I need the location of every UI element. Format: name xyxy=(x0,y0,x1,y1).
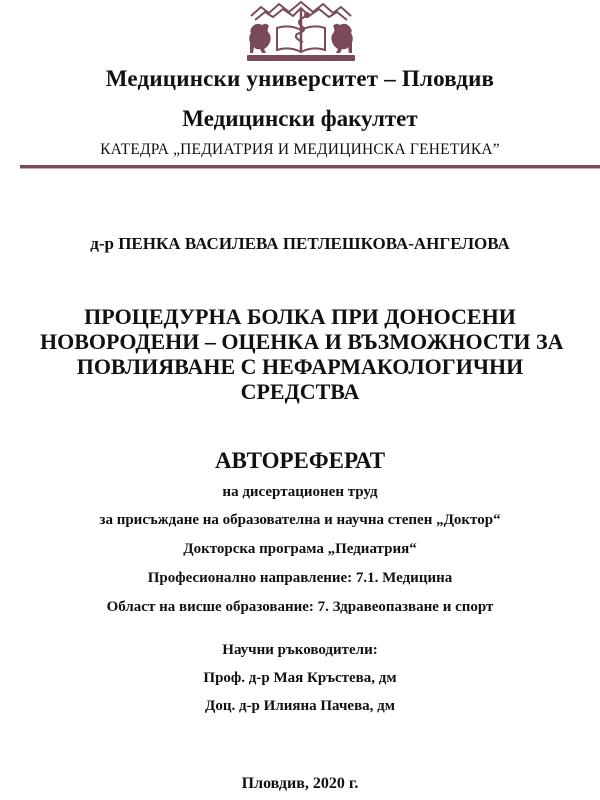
detail-field: Професионално направление: 7.1. Медицина xyxy=(147,570,453,586)
header-divider xyxy=(20,165,600,169)
title-line: НОВОРОДЕНИ – ОЦЕНКА И ВЪЗМОЖНОСТИ ЗА xyxy=(40,329,564,354)
document-type-heading: АВТОРЕФЕРАТ xyxy=(214,448,386,473)
detail-degree: за присъждане на образователна и научна степен „Доктор“ xyxy=(99,512,501,528)
university-name: Медицински университет – Пловдив xyxy=(105,66,495,91)
place-and-year: Пловдив, 2020 г. xyxy=(241,775,359,792)
university-crest-icon xyxy=(247,0,355,62)
department-name: КАТЕДРА „ПЕДИАТРИЯ И МЕДИЦИНСКА ГЕНЕТИКА” xyxy=(100,141,500,158)
detail-program: Докторска програма „Педиатрия“ xyxy=(183,541,417,557)
author-name: д-р ПЕНКА ВАСИЛЕВА ПЕТЛЕШКОВА-АНГЕЛОВА xyxy=(90,234,510,253)
title-line: ПРОЦЕДУРНА БОЛКА ПРИ ДОНОСЕНИ xyxy=(84,304,516,329)
detail-area: Област на висше образование: 7. Здравеопазване и спорт xyxy=(106,599,494,615)
dissertation-title xyxy=(40,304,564,404)
supervisor-name: Доц. д-р Илияна Пачева, дм xyxy=(205,698,395,714)
detail-dissertation: на дисертационен труд xyxy=(222,484,378,500)
faculty-name: Медицински факултет xyxy=(182,106,418,131)
title-line: ПОВЛИЯВАНЕ С НЕФАРМАКОЛОГИЧНИ xyxy=(76,354,524,379)
title-line: СРЕДСТВА xyxy=(240,379,360,404)
supervisor-name: Проф. д-р Мая Кръстева, дм xyxy=(203,670,397,686)
supervisors-label: Научни ръководители: xyxy=(222,642,378,658)
